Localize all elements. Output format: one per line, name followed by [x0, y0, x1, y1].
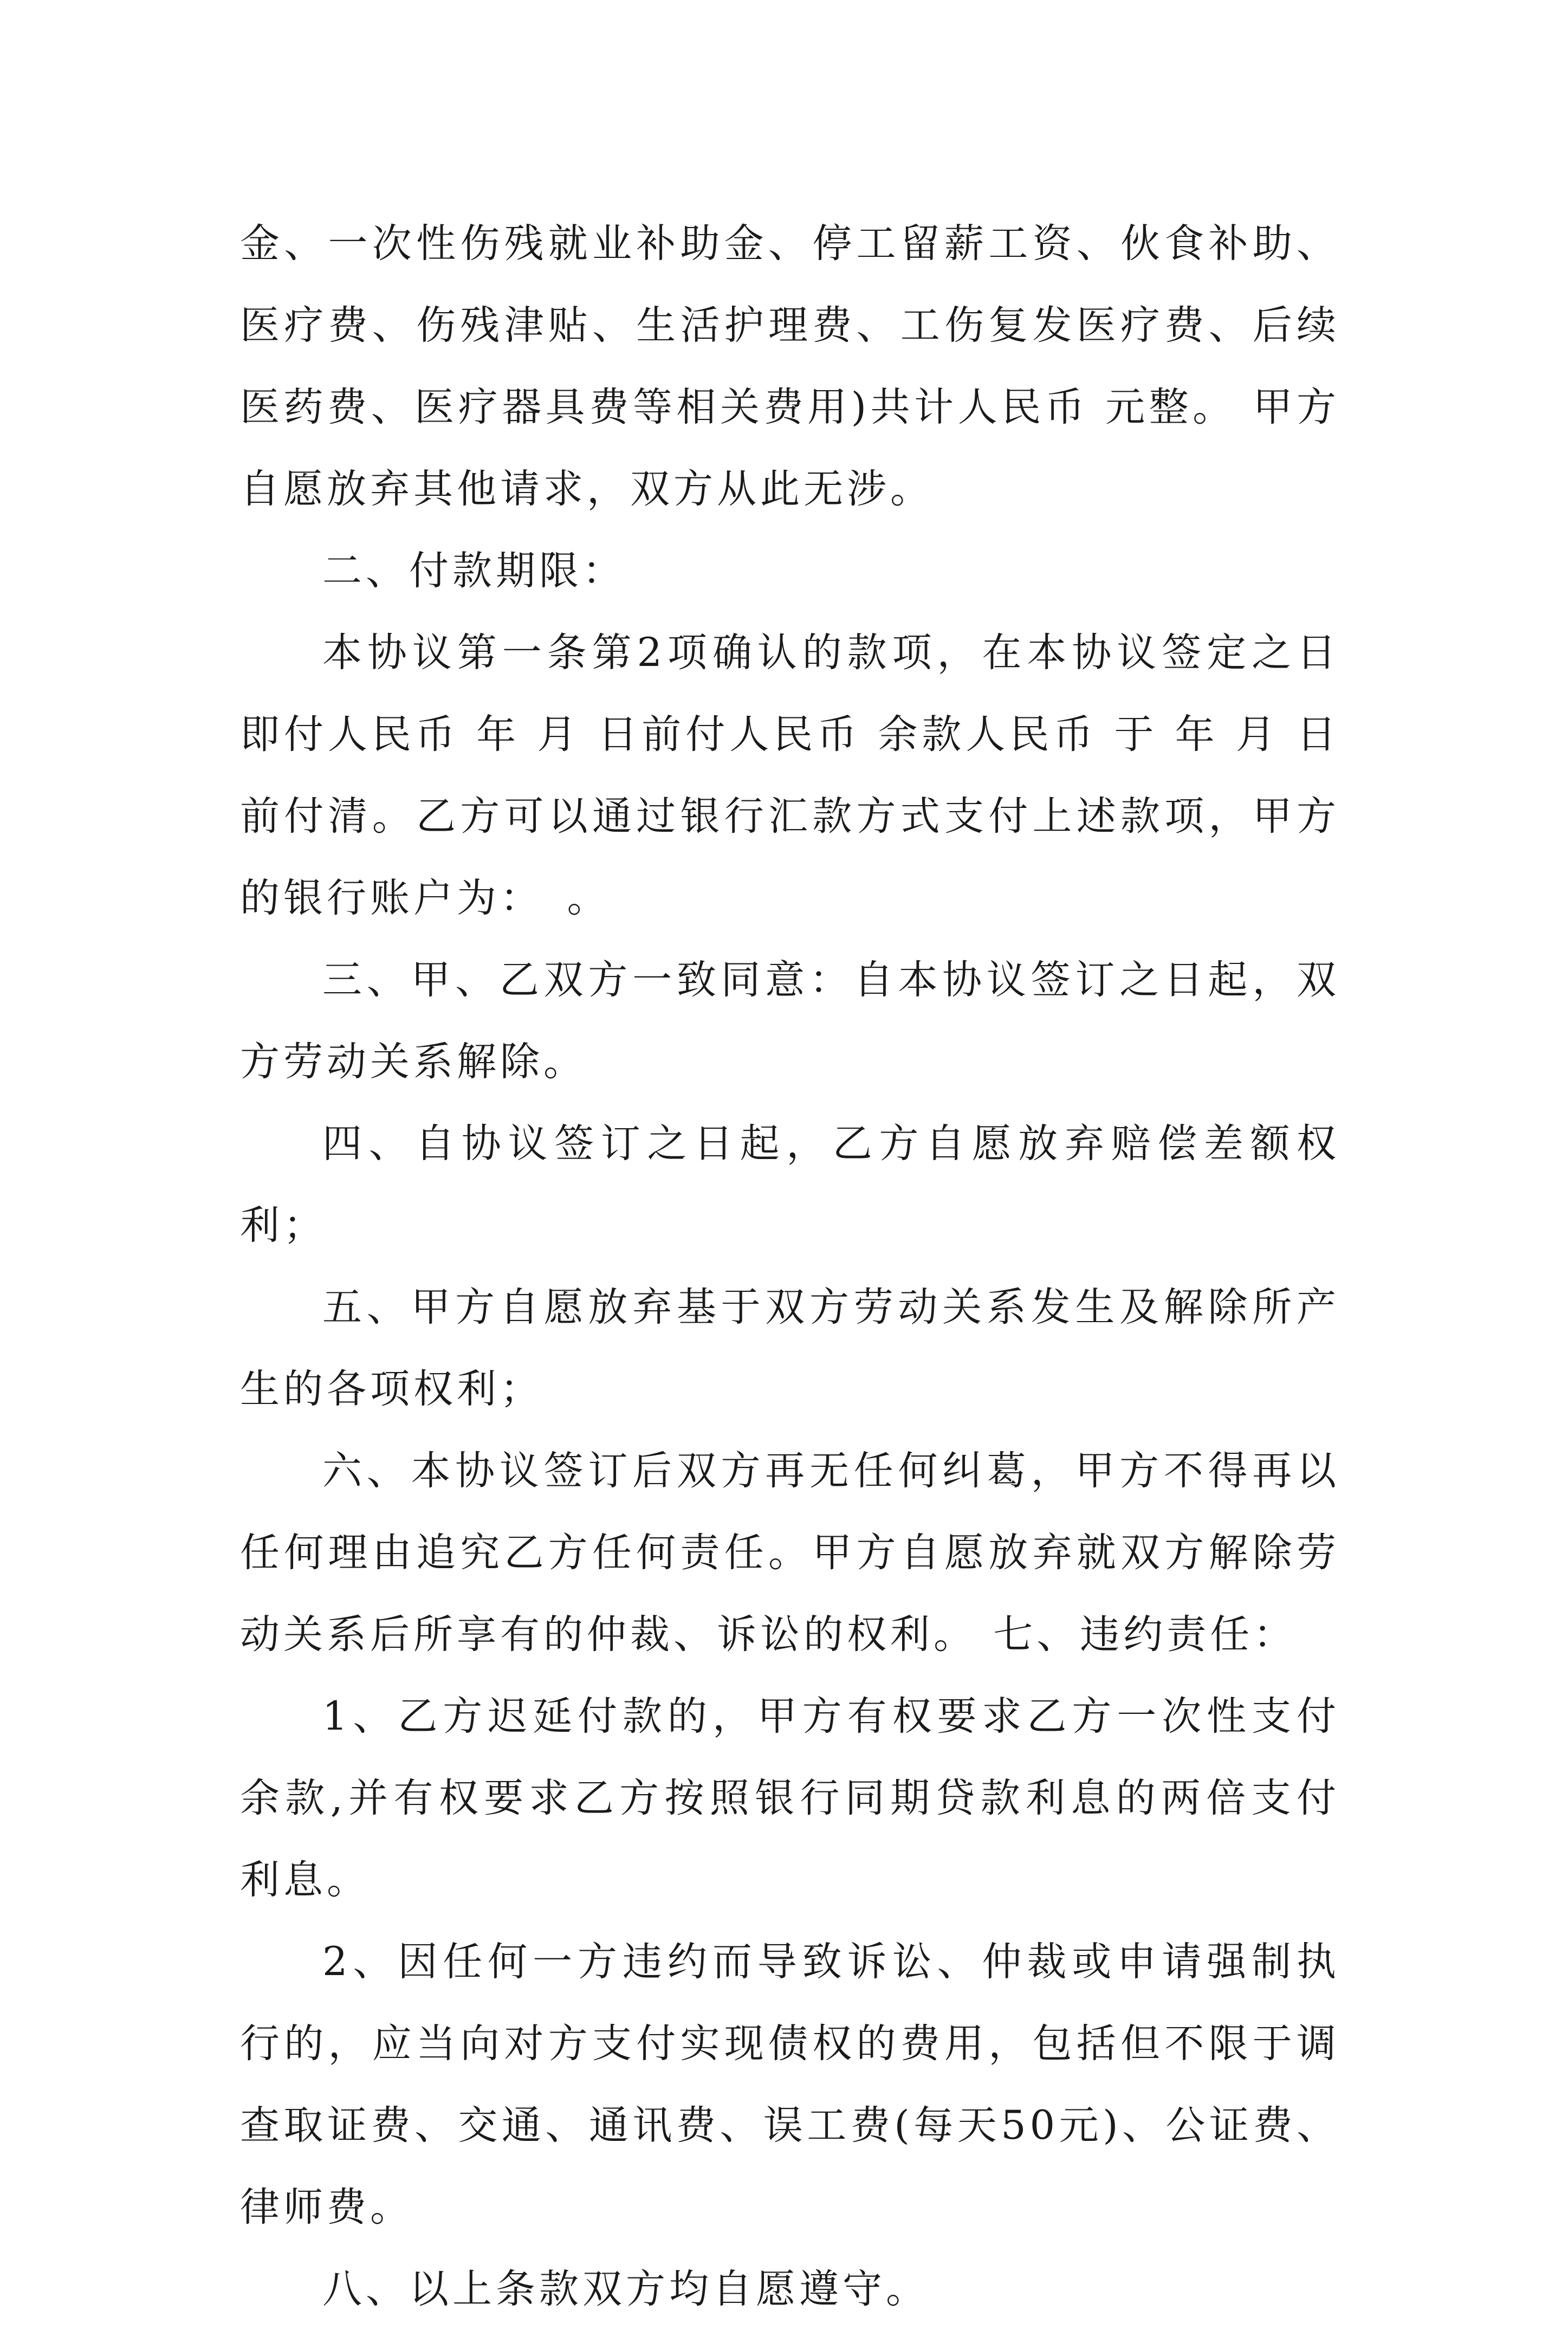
paragraph-clause-six: 六、本协议签订后双方再无任何纠葛，甲方不得再以任何理由追究乙方任何责任。甲方自愿放弃就双方解除劳动关系后所享有的仲裁、诉讼的权利。 七、违约责任： — [240, 1448, 1340, 1658]
paragraph-payment-term-heading: 二、付款期限： — [322, 548, 626, 594]
paragraph-breach-item-2: 2、因任何一方违约而导致诉讼、仲裁或申请强制执行的，应当向对方支付实现债权的费用，包括但不限于调查取证费、交通、通讯费、误工费(每天50元)、公证费、律师费。 — [240, 1939, 1340, 2230]
paragraph-clause-four: 四、自协议签订之日起，乙方自愿放弃赔偿差额权利； — [240, 1121, 1340, 1248]
paragraph-payment-term-detail: 本协议第一条第2项确认的款项，在本协议签定之日即付人民币 年 月 日前付人民币 余款人民币 于 年 月 日前付清。乙方可以通过银行汇款方式支付上述款项，甲方的银行账户为： 。 — [240, 630, 1340, 921]
paragraph-clause-eight: 八、以上条款双方均自愿遵守。 — [322, 2266, 929, 2312]
paragraph-clause-three: 三、甲、乙双方一致同意：自本协议签订之日起，双方劳动关系解除。 — [240, 957, 1340, 1085]
paragraph-breach-item-1: 1、乙方迟延付款的，甲方有权要求乙方一次性支付余款,并有权要求乙方按照银行同期贷款利息的两倍支付利息。 — [240, 1693, 1340, 1903]
document-body — [240, 203, 1340, 2330]
paragraph-clause-five: 五、甲方自愿放弃基于双方劳动关系发生及解除所产生的各项权利； — [240, 1284, 1340, 1412]
paragraph-compensation-items: 金、一次性伤残就业补助金、停工留薪工资、伙食补助、医疗费、伤残津贴、生活护理费、工伤复发医疗费、后续医药费、医疗器具费等相关费用)共计人民币 元整。 甲方自愿放弃其他请求，双方从此无涉。 — [240, 221, 1340, 512]
